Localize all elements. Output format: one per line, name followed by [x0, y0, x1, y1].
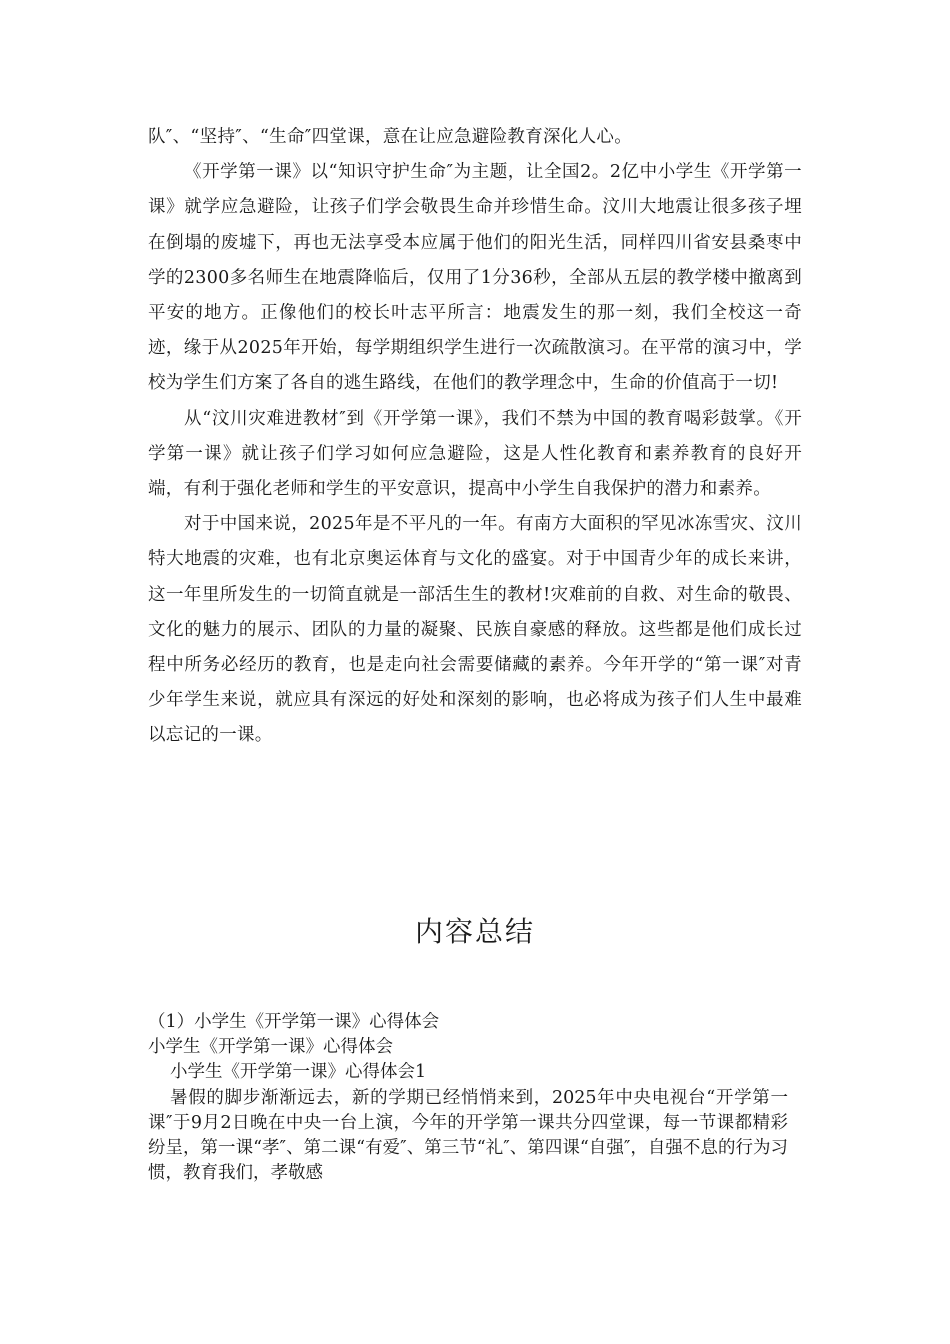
paragraph: 从“汶川灾难进教材″到《开学第一课》，我们不禁为中国的教育喝彩鼓掌。《开学第一课》就让孩子们学习如何应急避险，这是人性化教育和素养教育的良好开端，有利于强化老师和学生的平安意识，提高中小学生自我保护的潜力和素养。 [148, 408, 802, 500]
paragraph-continuation: 队″、“坚持″、“生命″四堂课，意在让应急避险教育深化人心。 [148, 127, 633, 147]
section-title: 内容总结 [414, 915, 535, 948]
summary-section [148, 1010, 788, 1186]
paragraph: 《开学第一课》以“知识守护生命″为主题，让全国2。2亿中小学生《开学第一课》就学应急避险，让孩子们学会敬畏生命并珍惜生命。汶川大地震让很多孩子埋在倒塌的废墟下，再也无法享受本应属于他们的阳光生活，同样四川省安县桑枣中学的2300多名师生在地震降临后，仅用了1分36秒，全部从五层的教学楼中撤离到平安的地方。正像他们的校长叶志平所言：地震发生的那一刻，我们全校这一奇迹，缘于从2025年开始，每学期组织学生进行一次疏散演习。在平常的演习中，学校为学生们方案了各自的逃生路线，在他们的教学理念中，生命的价值高于一切! [148, 162, 802, 394]
article-body [148, 120, 802, 754]
summary-paragraph: 暑假的脚步渐渐远去，新的学期已经悄悄来到，2025年中央电视台“开学第一课″于9月2日晚在中央一台上演，今年的开学第一课共分四堂课，每一节课都精彩纷呈，第一课“孝″、第二课“有爱″、第三节“礼″、第四课“自强″，自强不息的行为习惯，教育我们，孝敬感 [148, 1087, 788, 1184]
paragraph: 对于中国来说，2025年是不平凡的一年。有南方大面积的罕见冰冻雪灾、汶川特大地震的灾难，也有北京奥运体育与文化的盛宴。对于中国青少年的成长来讲，这一年里所发生的一切简直就是一部活生生的教材!灾难前的自救、对生命的敬畏、文化的魅力的展示、团队的力量的凝聚、民族自豪感的释放。这些都是他们成长过程中所务必经历的教育，也是走向社会需要储藏的素养。今年开学的“第一课″对青少年学生来说，就应具有深远的好处和深刻的影响，也必将成为孩子们人生中最难以忘记的一课。 [148, 514, 802, 746]
summary-subtitle-numbered: 小学生《开学第一课》心得体会1 [170, 1062, 427, 1083]
summary-subtitle: 小学生《开学第一课》心得体会 [148, 1037, 393, 1058]
summary-item-title: （1）小学生《开学第一课》心得体会 [148, 1012, 440, 1032]
